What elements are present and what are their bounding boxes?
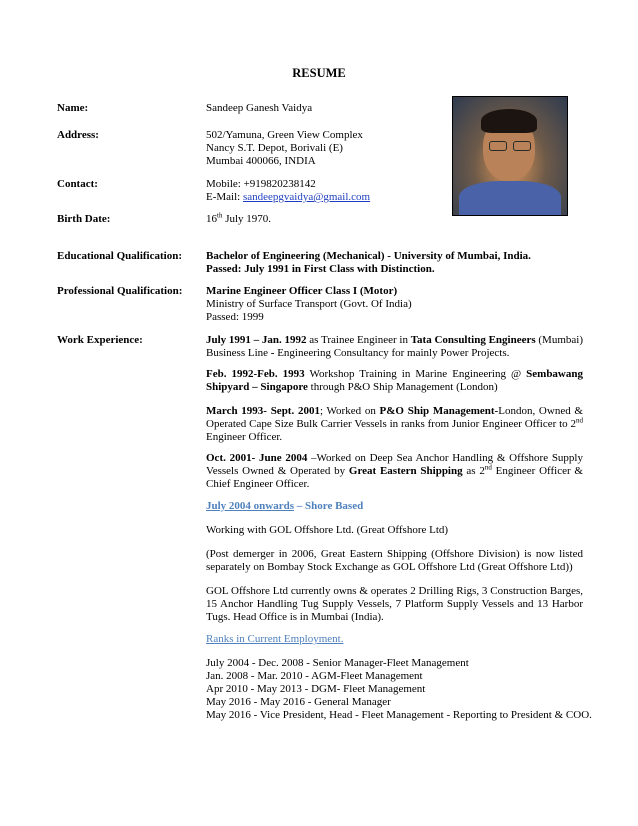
work-3-sup: nd (576, 416, 583, 425)
shore-based-heading (206, 500, 363, 513)
work-4-sup: nd (484, 463, 492, 472)
professional-label: Professional Qualification: (57, 285, 183, 297)
professional-value (206, 285, 412, 324)
shore-period-link[interactable]: July 2004 onwards (206, 500, 295, 512)
work-2-period: Feb. 1992-Feb. 1993 (206, 368, 305, 380)
page-title: RESUME (292, 66, 346, 80)
work-2-text-a: Workshop Training in Marine Engineering @ (304, 368, 527, 380)
work-4-text-c: Engineer Officer & Chief Engineer Officer. (206, 465, 583, 490)
name-value: Sandeep Ganesh Vaidya (206, 102, 313, 114)
birth-month-year: July 1970. (222, 213, 272, 225)
address-value (206, 129, 363, 168)
work-entry-2 (206, 368, 583, 394)
work-3-period: March 1993- Sept. 2001 (206, 405, 320, 417)
name-label: Name: (57, 102, 89, 114)
gol-employer: Working with GOL Offshore Ltd. (Great Offshore Ltd) (206, 524, 449, 536)
shore-based-label: Shore Based (305, 500, 364, 512)
work-2-company-a: Sembawang (526, 368, 583, 380)
professional-title: Marine Engineer Officer Class I (Motor) (206, 285, 398, 297)
work-4-text-b: as 2 (462, 465, 485, 477)
work-1-text-c: Business Line (206, 347, 271, 359)
address-line-2: Nancy S.T. Depot, Borivali (E) (206, 142, 343, 154)
ranks-list (206, 657, 592, 722)
shore-dash: – (294, 500, 306, 512)
rank-item: May 2016 - May 2016 - General Manager (206, 696, 391, 708)
demerger-note: (Post demerger in 2006, Great Eastern Shipping (Offshore Division) is now listed separately on Bombay Stock Exchange as GOL Offshore Ltd (Great Offshore Ltd)) (206, 548, 583, 573)
address-line-1: 502/Yamuna, Green View Complex (206, 129, 363, 141)
mobile-number: Mobile: +919820238142 (206, 178, 316, 190)
contact-value (206, 178, 370, 204)
birth-date-value (206, 213, 271, 226)
photo-glasses-right (513, 141, 531, 151)
work-3-text-a: ; Worked on (319, 405, 380, 417)
address-label: Address: (57, 129, 99, 141)
work-2-text-b: through P&O Ship Management (London) (307, 381, 498, 393)
birth-day-suffix: th (217, 211, 223, 220)
birth-date-label: Birth Date: (57, 213, 111, 225)
work-1-company: Tata Consulting Engineers (410, 334, 536, 346)
work-4-company: Great Eastern Shipping (348, 465, 463, 477)
rank-item: Apr 2010 - May 2013 - DGM- Fleet Management (206, 683, 426, 695)
work-2-company-b: Shipyard – Singapore (206, 381, 308, 393)
rank-item: Jan. 2008 - Mar. 2010 - AGM-Fleet Management (206, 670, 423, 682)
work-1-period: July 1991 – Jan. 1992 (206, 334, 307, 346)
work-4-period: Oct. 2001- June 2004 (206, 452, 308, 464)
work-entry-1 (206, 334, 583, 360)
work-entry-4 (206, 452, 583, 491)
education-value (206, 250, 531, 276)
work-4-text-a: –Worked on Deep Sea Anchor Handling & Offshore Supply Vessels Owned & Operated by (206, 452, 583, 477)
gol-fleet-description: GOL Offshore Ltd currently owns & operates 2 Drilling Rigs, 3 Construction Barges, 15 Anchor Handling Tug Supply Vessels, 7 Platform Supply Vessels and 13 Harbor Tugs. Head Office is in Mumbai (India). (206, 585, 583, 623)
photo-shirt (459, 181, 561, 216)
work-1-text-b: (Mumbai) (535, 334, 583, 346)
work-label: Work Experience: (57, 334, 143, 346)
photo-hair (481, 109, 537, 133)
work-1-text-a: as Trainee Engineer in (306, 334, 411, 346)
address-line-3: Mumbai 400066, INDIA (206, 155, 316, 167)
profile-photo (452, 96, 568, 216)
education-passed: Passed: July 1991 in First Class with Distinction. (206, 263, 435, 275)
rank-item: July 2004 - Dec. 2008 - Senior Manager-Fleet Management (206, 657, 469, 669)
ranks-heading[interactable]: Ranks in Current Employment. (206, 633, 344, 645)
work-3-company: P&O Ship Management- (379, 405, 499, 417)
rank-item: May 2016 - Vice President, Head - Fleet Management - Reporting to President & COO. (206, 709, 592, 721)
work-1-text-d: Engineering Consultancy for mainly Power Projects. (274, 347, 510, 359)
email-link[interactable]: sandeepgvaidya@gmail.com (242, 191, 371, 203)
contact-label: Contact: (57, 178, 98, 190)
email-line (206, 191, 370, 204)
work-3-text-b: London, Owned & Operated Cape Size Bulk Carrier Vessels in ranks from Junior Engineer Officer to 2 (206, 405, 583, 430)
photo-glasses-left (489, 141, 507, 151)
professional-org: Ministry of Surface Transport (Govt. Of India) (206, 298, 412, 310)
education-degree: Bachelor of Engineering (Mechanical) - University of Mumbai, India. (206, 250, 531, 262)
email-label: E-Mail: (206, 191, 243, 203)
work-3-text-c: Engineer Officer. (206, 431, 283, 443)
professional-passed: Passed: 1999 (206, 311, 264, 323)
education-label: Educational Qualification: (57, 250, 182, 262)
birth-day: 16 (206, 213, 217, 225)
work-entry-3 (206, 405, 583, 444)
work-1-dash: - (270, 347, 275, 359)
